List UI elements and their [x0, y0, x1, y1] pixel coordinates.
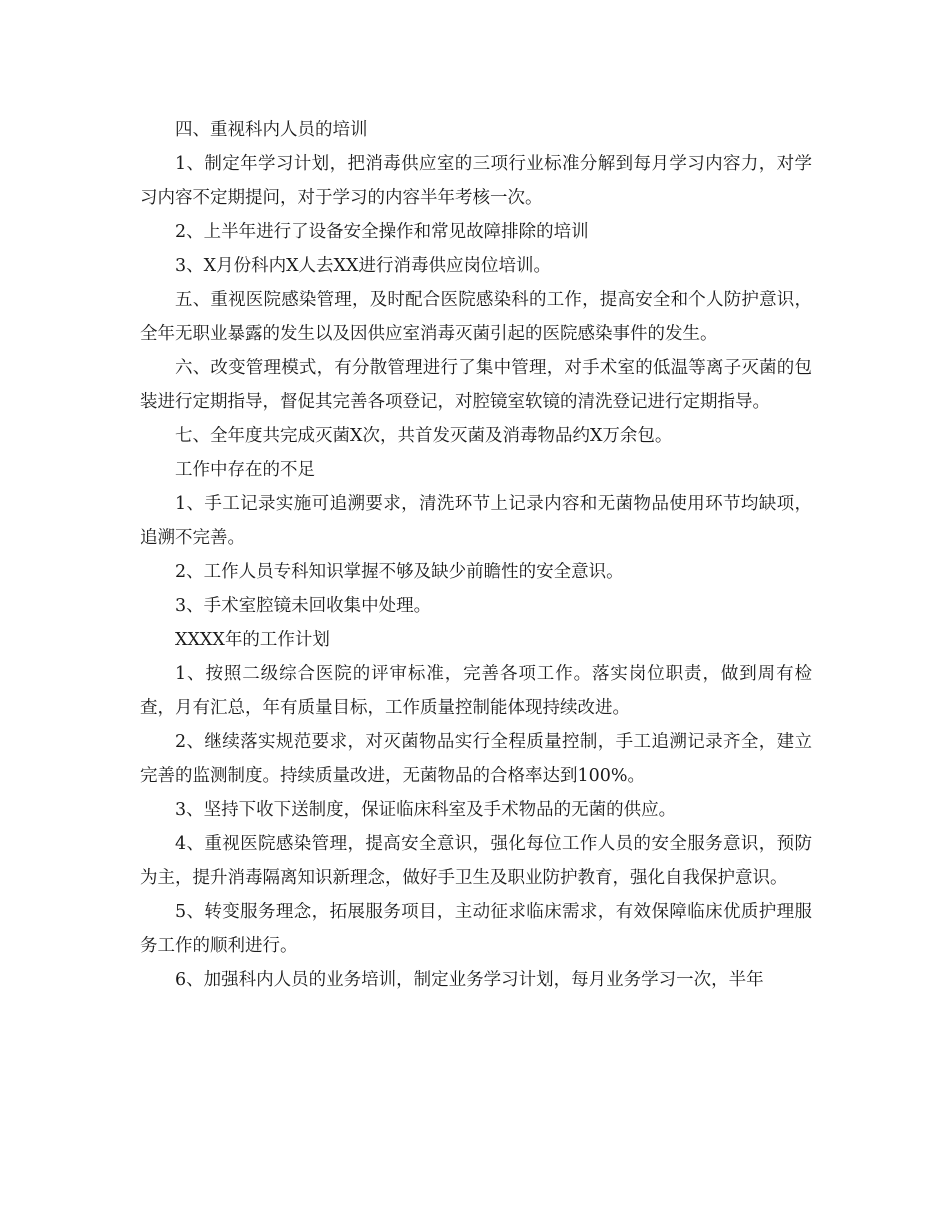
plan-item-3: 3、坚持下收下送制度，保证临床科室及手术物品的无菌的供应。: [175, 800, 677, 820]
shortcoming-item-2: 2、工作人员专科知识掌握不够及缺少前瞻性的安全意识。: [175, 562, 624, 582]
heading-shortcomings: 工作中存在的不足: [175, 460, 315, 480]
plan-item-2: 2、继续落实规范要求，对灭菌物品实行全程质量控制，手工追溯记录齐全，建立完善的监测制度。持续质量改进，无菌物品的合格率达到100%。: [140, 732, 812, 786]
plan-item-5: 5、转变服务理念，拓展服务项目，主动征求临床需求，有效保障临床优质护理服务工作的顺利进行。: [140, 902, 812, 956]
paragraph-study-plan: 1、制定年学习计划，把消毒供应室的三项行业标准分解到每月学习内容力，对学习内容不定期提问，对于学习的内容半年考核一次。: [140, 154, 812, 208]
plan-item-1: 1、按照二级综合医院的评审标准，完善各项工作。落实岗位职责，做到周有检查，月有汇总，年有质量目标，工作质量控制能体现持续改进。: [140, 664, 812, 718]
section-infection-management: 五、重视医院感染管理，及时配合医院感染科的工作，提高安全和个人防护意识，全年无职业暴露的发生以及因供应室消毒灭菌引起的医院感染事件的发生。: [140, 290, 812, 344]
shortcoming-item-3: 3、手术室腔镜未回收集中处理。: [175, 596, 432, 616]
plan-item-6: 6、加强科内人员的业务培训，制定业务学习计划，每月业务学习一次，半年: [175, 970, 764, 990]
section-management-mode: 六、改变管理模式，有分散管理进行了集中管理，对手术室的低温等离子灭菌的包装进行定期指导，督促其完善各项登记，对腔镜室软镜的清洗登记进行定期指导。: [140, 358, 812, 412]
shortcoming-item-1: 1、手工记录实施可追溯要求，清洗环节上记录内容和无菌物品使用环节均缺项，追溯不完善。: [140, 494, 812, 548]
section-annual-sterilization: 七、全年度共完成灭菌X次，共首发灭菌及消毒物品约X万余包。: [175, 426, 673, 446]
section-heading-training: 四、重视科内人员的培训: [175, 120, 368, 140]
heading-work-plan: XXXX年的工作计划: [175, 630, 330, 650]
paragraph-external-training: 3、X月份科内X人去XX进行消毒供应岗位培训。: [175, 256, 551, 276]
paragraph-equipment-training: 2、上半年进行了设备安全操作和常见故障排除的培训: [175, 222, 589, 242]
document-body: [140, 113, 812, 997]
plan-item-4: 4、重视医院感染管理，提高安全意识，强化每位工作人员的安全服务意识，预防为主，提升消毒隔离知识新理念，做好手卫生及职业防护教育，强化自我保护意识。: [140, 834, 812, 888]
